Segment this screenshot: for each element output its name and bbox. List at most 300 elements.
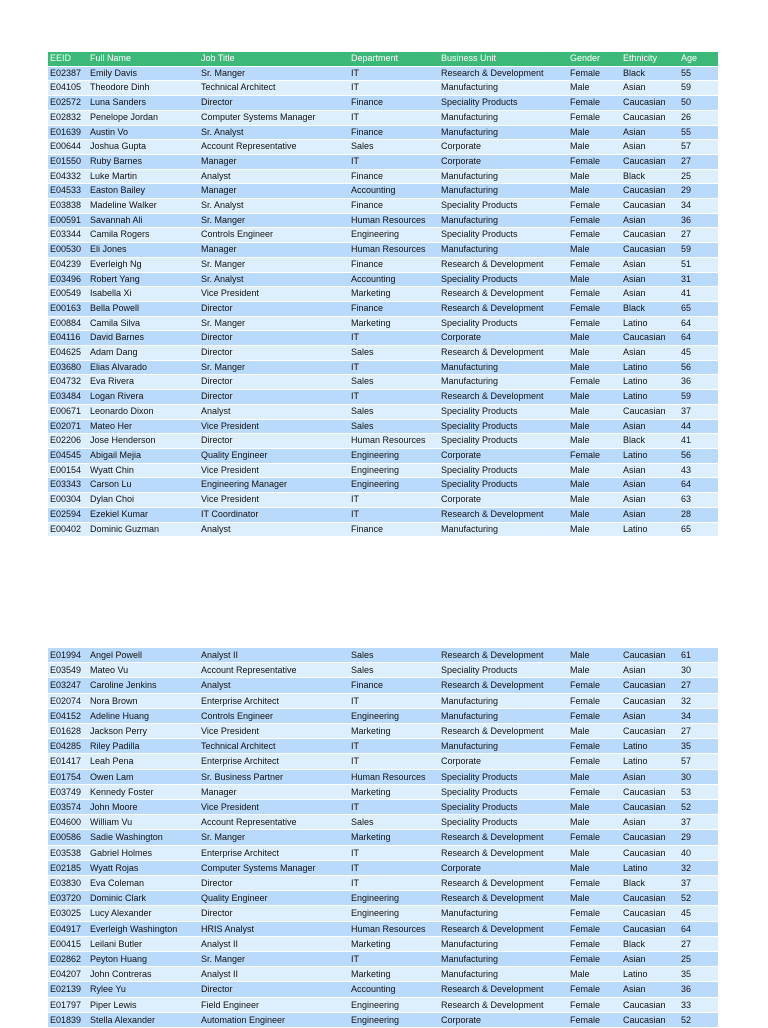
cell-age: 37 bbox=[679, 404, 718, 419]
table-row bbox=[48, 419, 718, 434]
cell-age: 36 bbox=[679, 982, 718, 997]
cell-ethnicity: Caucasian bbox=[621, 678, 679, 693]
cell-department: Finance bbox=[349, 125, 439, 140]
cell-gender: Male bbox=[568, 724, 621, 739]
cell-department: Sales bbox=[349, 648, 439, 663]
cell-business-unit: Speciality Products bbox=[439, 434, 568, 449]
cell-department: Marketing bbox=[349, 784, 439, 799]
cell-age: 27 bbox=[679, 724, 718, 739]
cell-ethnicity: Latino bbox=[621, 375, 679, 390]
table-row bbox=[48, 228, 718, 243]
cell-ethnicity: Caucasian bbox=[621, 693, 679, 708]
header-ethnicity: Ethnicity bbox=[621, 52, 679, 66]
cell-eeid: E04207 bbox=[48, 967, 88, 982]
cell-age: 31 bbox=[679, 272, 718, 287]
cell-business-unit: Corporate bbox=[439, 331, 568, 346]
cell-business-unit: Corporate bbox=[439, 154, 568, 169]
table-row bbox=[48, 96, 718, 111]
table-row bbox=[48, 110, 718, 125]
cell-ethnicity: Caucasian bbox=[621, 331, 679, 346]
cell-business-unit: Research & Development bbox=[439, 346, 568, 361]
cell-full-name: Wyatt Rojas bbox=[88, 860, 199, 875]
cell-department: Human Resources bbox=[349, 921, 439, 936]
cell-age: 25 bbox=[679, 169, 718, 184]
cell-age: 64 bbox=[679, 921, 718, 936]
cell-gender: Male bbox=[568, 800, 621, 815]
cell-ethnicity: Asian bbox=[621, 213, 679, 228]
cell-ethnicity: Caucasian bbox=[621, 228, 679, 243]
cell-job-title: Sr. Analyst bbox=[199, 199, 349, 214]
cell-eeid: E02206 bbox=[48, 434, 88, 449]
cell-department: Finance bbox=[349, 96, 439, 111]
cell-eeid: E03838 bbox=[48, 199, 88, 214]
cell-age: 65 bbox=[679, 522, 718, 537]
cell-gender: Female bbox=[568, 154, 621, 169]
cell-eeid: E00586 bbox=[48, 830, 88, 845]
cell-full-name: Angel Powell bbox=[88, 648, 199, 663]
cell-full-name: Ezekiel Kumar bbox=[88, 507, 199, 522]
cell-age: 37 bbox=[679, 876, 718, 891]
cell-eeid: E00402 bbox=[48, 522, 88, 537]
cell-gender: Male bbox=[568, 478, 621, 493]
cell-job-title: Technical Architect bbox=[199, 81, 349, 96]
cell-full-name: Emily Davis bbox=[88, 66, 199, 81]
cell-full-name: John Moore bbox=[88, 800, 199, 815]
cell-eeid: E04105 bbox=[48, 81, 88, 96]
cell-full-name: Easton Bailey bbox=[88, 184, 199, 199]
table-row bbox=[48, 257, 718, 272]
header-age: Age bbox=[679, 52, 718, 66]
cell-department: Engineering bbox=[349, 1012, 439, 1027]
table-row bbox=[48, 1012, 718, 1027]
cell-department: Finance bbox=[349, 522, 439, 537]
cell-gender: Female bbox=[568, 693, 621, 708]
cell-eeid: E01417 bbox=[48, 754, 88, 769]
table-row bbox=[48, 997, 718, 1012]
cell-full-name: Theodore Dinh bbox=[88, 81, 199, 96]
cell-job-title: Director bbox=[199, 906, 349, 921]
cell-gender: Male bbox=[568, 434, 621, 449]
cell-full-name: Elias Alvarado bbox=[88, 360, 199, 375]
cell-eeid: E03749 bbox=[48, 784, 88, 799]
cell-job-title: Manager bbox=[199, 784, 349, 799]
cell-age: 34 bbox=[679, 708, 718, 723]
cell-department: Sales bbox=[349, 346, 439, 361]
cell-department: Sales bbox=[349, 815, 439, 830]
cell-age: 44 bbox=[679, 419, 718, 434]
table-row bbox=[48, 66, 718, 81]
cell-business-unit: Speciality Products bbox=[439, 769, 568, 784]
cell-job-title: Analyst bbox=[199, 169, 349, 184]
cell-job-title: IT Coordinator bbox=[199, 507, 349, 522]
cell-age: 59 bbox=[679, 243, 718, 258]
cell-full-name: Logan Rivera bbox=[88, 390, 199, 405]
cell-job-title: Account Representative bbox=[199, 815, 349, 830]
cell-eeid: E00591 bbox=[48, 213, 88, 228]
table-row bbox=[48, 891, 718, 906]
cell-full-name: Jose Henderson bbox=[88, 434, 199, 449]
cell-gender: Female bbox=[568, 784, 621, 799]
table-row bbox=[48, 936, 718, 951]
cell-business-unit: Research & Development bbox=[439, 982, 568, 997]
cell-age: 55 bbox=[679, 125, 718, 140]
cell-eeid: E04625 bbox=[48, 346, 88, 361]
cell-ethnicity: Caucasian bbox=[621, 921, 679, 936]
cell-age: 29 bbox=[679, 184, 718, 199]
cell-eeid: E01839 bbox=[48, 1012, 88, 1027]
cell-age: 32 bbox=[679, 860, 718, 875]
cell-age: 36 bbox=[679, 213, 718, 228]
cell-business-unit: Speciality Products bbox=[439, 404, 568, 419]
cell-gender: Female bbox=[568, 96, 621, 111]
cell-gender: Female bbox=[568, 678, 621, 693]
cell-eeid: E04239 bbox=[48, 257, 88, 272]
cell-eeid: E00530 bbox=[48, 243, 88, 258]
cell-business-unit: Manufacturing bbox=[439, 375, 568, 390]
cell-business-unit: Research & Development bbox=[439, 507, 568, 522]
cell-ethnicity: Caucasian bbox=[621, 243, 679, 258]
table-row bbox=[48, 272, 718, 287]
cell-ethnicity: Caucasian bbox=[621, 184, 679, 199]
table-row bbox=[48, 663, 718, 678]
cell-department: IT bbox=[349, 390, 439, 405]
cell-department: IT bbox=[349, 154, 439, 169]
cell-gender: Male bbox=[568, 845, 621, 860]
cell-ethnicity: Caucasian bbox=[621, 800, 679, 815]
cell-eeid: E04533 bbox=[48, 184, 88, 199]
cell-business-unit: Research & Development bbox=[439, 845, 568, 860]
cell-eeid: E01628 bbox=[48, 724, 88, 739]
cell-ethnicity: Latino bbox=[621, 967, 679, 982]
cell-full-name: Nora Brown bbox=[88, 693, 199, 708]
cell-job-title: Technical Architect bbox=[199, 739, 349, 754]
table-row bbox=[48, 478, 718, 493]
cell-business-unit: Research & Development bbox=[439, 390, 568, 405]
cell-ethnicity: Asian bbox=[621, 493, 679, 508]
cell-job-title: Sr. Analyst bbox=[199, 272, 349, 287]
cell-ethnicity: Black bbox=[621, 66, 679, 81]
cell-age: 27 bbox=[679, 936, 718, 951]
cell-ethnicity: Latino bbox=[621, 448, 679, 463]
cell-eeid: E02071 bbox=[48, 419, 88, 434]
cell-department: Marketing bbox=[349, 830, 439, 845]
cell-full-name: Eva Coleman bbox=[88, 876, 199, 891]
cell-eeid: E00644 bbox=[48, 140, 88, 155]
cell-ethnicity: Caucasian bbox=[621, 891, 679, 906]
cell-business-unit: Research & Development bbox=[439, 257, 568, 272]
cell-business-unit: Speciality Products bbox=[439, 478, 568, 493]
cell-business-unit: Corporate bbox=[439, 754, 568, 769]
cell-age: 41 bbox=[679, 434, 718, 449]
cell-job-title: Analyst II bbox=[199, 967, 349, 982]
cell-eeid: E03344 bbox=[48, 228, 88, 243]
cell-eeid: E03025 bbox=[48, 906, 88, 921]
cell-gender: Male bbox=[568, 81, 621, 96]
cell-age: 52 bbox=[679, 891, 718, 906]
cell-gender: Female bbox=[568, 754, 621, 769]
cell-ethnicity: Asian bbox=[621, 952, 679, 967]
cell-full-name: Luna Sanders bbox=[88, 96, 199, 111]
cell-full-name: David Barnes bbox=[88, 331, 199, 346]
cell-job-title: Vice President bbox=[199, 493, 349, 508]
cell-business-unit: Corporate bbox=[439, 448, 568, 463]
cell-eeid: E00163 bbox=[48, 301, 88, 316]
cell-department: Marketing bbox=[349, 724, 439, 739]
cell-age: 59 bbox=[679, 390, 718, 405]
cell-department: IT bbox=[349, 739, 439, 754]
cell-full-name: Gabriel Holmes bbox=[88, 845, 199, 860]
cell-department: Engineering bbox=[349, 478, 439, 493]
cell-job-title: Sr. Business Partner bbox=[199, 769, 349, 784]
cell-job-title: Vice President bbox=[199, 419, 349, 434]
cell-eeid: E04332 bbox=[48, 169, 88, 184]
cell-eeid: E03538 bbox=[48, 845, 88, 860]
cell-ethnicity: Asian bbox=[621, 769, 679, 784]
cell-job-title: Director bbox=[199, 375, 349, 390]
cell-business-unit: Research & Development bbox=[439, 997, 568, 1012]
cell-job-title: Vice President bbox=[199, 463, 349, 478]
cell-eeid: E00415 bbox=[48, 936, 88, 951]
cell-job-title: Manager bbox=[199, 154, 349, 169]
cell-gender: Male bbox=[568, 360, 621, 375]
cell-age: 56 bbox=[679, 360, 718, 375]
table-row bbox=[48, 390, 718, 405]
cell-job-title: Director bbox=[199, 982, 349, 997]
cell-job-title: Quality Engineer bbox=[199, 891, 349, 906]
table-row bbox=[48, 845, 718, 860]
cell-department: Sales bbox=[349, 140, 439, 155]
cell-age: 29 bbox=[679, 830, 718, 845]
cell-department: IT bbox=[349, 693, 439, 708]
cell-department: Human Resources bbox=[349, 213, 439, 228]
cell-eeid: E01639 bbox=[48, 125, 88, 140]
cell-business-unit: Speciality Products bbox=[439, 663, 568, 678]
cell-ethnicity: Latino bbox=[621, 739, 679, 754]
cell-ethnicity: Asian bbox=[621, 708, 679, 723]
cell-full-name: Jackson Perry bbox=[88, 724, 199, 739]
table-row bbox=[48, 906, 718, 921]
employee-table-bottom bbox=[48, 648, 718, 1028]
cell-full-name: Luke Martin bbox=[88, 169, 199, 184]
cell-business-unit: Manufacturing bbox=[439, 739, 568, 754]
cell-gender: Female bbox=[568, 213, 621, 228]
cell-age: 37 bbox=[679, 815, 718, 830]
table-row bbox=[48, 287, 718, 302]
cell-eeid: E04116 bbox=[48, 331, 88, 346]
cell-eeid: E01550 bbox=[48, 154, 88, 169]
table-row bbox=[48, 967, 718, 982]
cell-ethnicity: Latino bbox=[621, 390, 679, 405]
cell-ethnicity: Asian bbox=[621, 125, 679, 140]
cell-gender: Female bbox=[568, 375, 621, 390]
cell-job-title: Engineering Manager bbox=[199, 478, 349, 493]
cell-gender: Male bbox=[568, 390, 621, 405]
cell-age: 28 bbox=[679, 507, 718, 522]
cell-department: Engineering bbox=[349, 463, 439, 478]
header-row bbox=[48, 52, 718, 66]
table-row bbox=[48, 876, 718, 891]
table-row bbox=[48, 404, 718, 419]
cell-full-name: Dominic Clark bbox=[88, 891, 199, 906]
cell-gender: Male bbox=[568, 331, 621, 346]
header-gender: Gender bbox=[568, 52, 621, 66]
cell-department: Accounting bbox=[349, 272, 439, 287]
cell-age: 57 bbox=[679, 140, 718, 155]
cell-full-name: Penelope Jordan bbox=[88, 110, 199, 125]
cell-eeid: E02594 bbox=[48, 507, 88, 522]
cell-ethnicity: Black bbox=[621, 169, 679, 184]
cell-age: 55 bbox=[679, 66, 718, 81]
cell-job-title: Enterprise Architect bbox=[199, 754, 349, 769]
cell-age: 30 bbox=[679, 663, 718, 678]
cell-eeid: E03496 bbox=[48, 272, 88, 287]
cell-age: 35 bbox=[679, 967, 718, 982]
cell-business-unit: Speciality Products bbox=[439, 228, 568, 243]
cell-ethnicity: Asian bbox=[621, 478, 679, 493]
cell-age: 64 bbox=[679, 331, 718, 346]
cell-job-title: Director bbox=[199, 434, 349, 449]
table-row bbox=[48, 213, 718, 228]
cell-department: Finance bbox=[349, 257, 439, 272]
cell-full-name: Adam Dang bbox=[88, 346, 199, 361]
cell-age: 33 bbox=[679, 997, 718, 1012]
cell-full-name: William Vu bbox=[88, 815, 199, 830]
cell-job-title: Sr. Manger bbox=[199, 213, 349, 228]
cell-age: 27 bbox=[679, 154, 718, 169]
cell-age: 27 bbox=[679, 228, 718, 243]
cell-business-unit: Research & Development bbox=[439, 921, 568, 936]
table-row bbox=[48, 784, 718, 799]
cell-department: Engineering bbox=[349, 228, 439, 243]
table-row bbox=[48, 708, 718, 723]
cell-job-title: Analyst II bbox=[199, 648, 349, 663]
cell-ethnicity: Asian bbox=[621, 346, 679, 361]
cell-gender: Female bbox=[568, 952, 621, 967]
table-row bbox=[48, 140, 718, 155]
cell-ethnicity: Caucasian bbox=[621, 96, 679, 111]
cell-job-title: Sr. Manger bbox=[199, 360, 349, 375]
cell-eeid: E00671 bbox=[48, 404, 88, 419]
cell-job-title: Sr. Manger bbox=[199, 257, 349, 272]
cell-business-unit: Speciality Products bbox=[439, 784, 568, 799]
cell-business-unit: Speciality Products bbox=[439, 96, 568, 111]
cell-full-name: Camila Rogers bbox=[88, 228, 199, 243]
cell-full-name: Mateo Her bbox=[88, 419, 199, 434]
cell-full-name: Leilani Butler bbox=[88, 936, 199, 951]
cell-department: IT bbox=[349, 860, 439, 875]
table-row bbox=[48, 493, 718, 508]
cell-ethnicity: Caucasian bbox=[621, 1012, 679, 1027]
cell-department: Accounting bbox=[349, 184, 439, 199]
table-row bbox=[48, 184, 718, 199]
cell-department: Engineering bbox=[349, 891, 439, 906]
cell-eeid: E02862 bbox=[48, 952, 88, 967]
cell-eeid: E03720 bbox=[48, 891, 88, 906]
cell-department: Marketing bbox=[349, 967, 439, 982]
cell-ethnicity: Asian bbox=[621, 507, 679, 522]
cell-department: Marketing bbox=[349, 316, 439, 331]
cell-gender: Female bbox=[568, 448, 621, 463]
table-row bbox=[48, 199, 718, 214]
cell-full-name: Stella Alexander bbox=[88, 1012, 199, 1027]
cell-department: Engineering bbox=[349, 708, 439, 723]
cell-eeid: E03680 bbox=[48, 360, 88, 375]
cell-job-title: Field Engineer bbox=[199, 997, 349, 1012]
cell-business-unit: Research & Development bbox=[439, 287, 568, 302]
table-row bbox=[48, 815, 718, 830]
cell-department: IT bbox=[349, 493, 439, 508]
cell-ethnicity: Caucasian bbox=[621, 648, 679, 663]
cell-ethnicity: Caucasian bbox=[621, 845, 679, 860]
cell-business-unit: Research & Development bbox=[439, 724, 568, 739]
cell-full-name: John Contreras bbox=[88, 967, 199, 982]
header-job-title: Job Title bbox=[199, 52, 349, 66]
cell-eeid: E03343 bbox=[48, 478, 88, 493]
cell-gender: Male bbox=[568, 346, 621, 361]
cell-full-name: Mateo Vu bbox=[88, 663, 199, 678]
cell-job-title: Director bbox=[199, 876, 349, 891]
cell-job-title: Vice President bbox=[199, 287, 349, 302]
cell-department: Finance bbox=[349, 678, 439, 693]
cell-ethnicity: Black bbox=[621, 434, 679, 449]
cell-department: Finance bbox=[349, 169, 439, 184]
cell-gender: Female bbox=[568, 257, 621, 272]
cell-department: IT bbox=[349, 800, 439, 815]
cell-job-title: Sr. Analyst bbox=[199, 125, 349, 140]
cell-gender: Male bbox=[568, 663, 621, 678]
cell-age: 52 bbox=[679, 1012, 718, 1027]
cell-ethnicity: Asian bbox=[621, 982, 679, 997]
cell-job-title: Manager bbox=[199, 243, 349, 258]
cell-eeid: E03574 bbox=[48, 800, 88, 815]
cell-business-unit: Manufacturing bbox=[439, 169, 568, 184]
table-row bbox=[48, 169, 718, 184]
employee-table-top bbox=[48, 52, 718, 537]
cell-ethnicity: Asian bbox=[621, 815, 679, 830]
cell-full-name: Wyatt Chin bbox=[88, 463, 199, 478]
cell-department: Marketing bbox=[349, 287, 439, 302]
cell-business-unit: Manufacturing bbox=[439, 110, 568, 125]
cell-age: 41 bbox=[679, 287, 718, 302]
cell-age: 57 bbox=[679, 754, 718, 769]
cell-job-title: HRIS Analyst bbox=[199, 921, 349, 936]
cell-full-name: Savannah Ali bbox=[88, 213, 199, 228]
cell-business-unit: Manufacturing bbox=[439, 693, 568, 708]
cell-gender: Female bbox=[568, 708, 621, 723]
cell-gender: Male bbox=[568, 463, 621, 478]
table-row bbox=[48, 724, 718, 739]
cell-ethnicity: Caucasian bbox=[621, 404, 679, 419]
cell-job-title: Computer Systems Manager bbox=[199, 860, 349, 875]
cell-ethnicity: Caucasian bbox=[621, 997, 679, 1012]
cell-gender: Male bbox=[568, 507, 621, 522]
cell-business-unit: Research & Development bbox=[439, 66, 568, 81]
cell-gender: Male bbox=[568, 967, 621, 982]
cell-full-name: Isabella Xi bbox=[88, 287, 199, 302]
table-row bbox=[48, 507, 718, 522]
cell-job-title: Account Representative bbox=[199, 140, 349, 155]
cell-job-title: Director bbox=[199, 346, 349, 361]
cell-department: IT bbox=[349, 81, 439, 96]
cell-full-name: Peyton Huang bbox=[88, 952, 199, 967]
cell-gender: Female bbox=[568, 199, 621, 214]
cell-gender: Male bbox=[568, 125, 621, 140]
cell-eeid: E04917 bbox=[48, 921, 88, 936]
table-row bbox=[48, 800, 718, 815]
cell-age: 43 bbox=[679, 463, 718, 478]
cell-age: 27 bbox=[679, 678, 718, 693]
cell-gender: Female bbox=[568, 316, 621, 331]
